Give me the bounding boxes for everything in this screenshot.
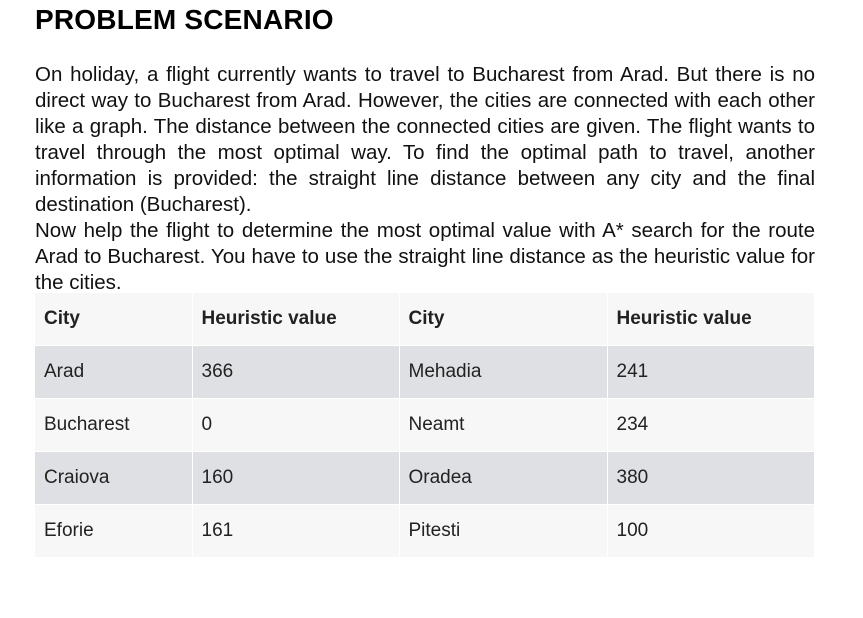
cell-city: Eforie [35, 505, 192, 558]
table-row [35, 452, 814, 505]
header-city-1: City [35, 293, 192, 346]
cell-heuristic: 100 [616, 520, 649, 541]
cell-city: Oradea [399, 452, 607, 505]
cell-city: Pitesti [399, 505, 607, 558]
cell-city: Arad [35, 346, 192, 399]
cell-heuristic: 380 [616, 467, 649, 488]
cell-heuristic: 234 [616, 414, 649, 435]
header-city-2: City [399, 293, 607, 346]
cell-heuristic: 0 [192, 399, 399, 452]
cell-heuristic: 366 [192, 346, 399, 399]
cell-heuristic: 241 [616, 361, 649, 382]
table-row [35, 505, 814, 558]
scenario-paragraph-2: Now help the flight to determine the most optimal value with A* search for the route Arad to Bucharest. You have to use the straight line distance as the heuristic value for the cities. [35, 219, 815, 294]
scenario-paragraph-1: On holiday, a flight currently wants to travel to Bucharest from Arad. But there is no direct way to Bucharest from Arad. However, the cities are connected with each other like a graph. The distance between the connected cities are given. The flight wants to travel through the most optimal way. To find the optimal path to travel, another information is provided: the straight line distance between any city and the final destination (Bucharest). [35, 63, 815, 216]
page-title: PROBLEM SCENARIO [35, 4, 334, 35]
table-row [35, 399, 814, 452]
table-header-row [35, 293, 814, 346]
cell-city: Mehadia [399, 346, 607, 399]
cell-city: Neamt [399, 399, 607, 452]
document-page [35, 0, 815, 541]
header-heuristic-2: Heuristic value [616, 308, 752, 329]
cell-city: Bucharest [35, 399, 192, 452]
cell-heuristic: 161 [192, 505, 399, 558]
header-heuristic-1: Heuristic value [192, 293, 399, 346]
cell-city: Craiova [35, 452, 192, 505]
heuristic-table [35, 293, 814, 558]
cell-heuristic: 160 [192, 452, 399, 505]
table-row [35, 346, 814, 399]
